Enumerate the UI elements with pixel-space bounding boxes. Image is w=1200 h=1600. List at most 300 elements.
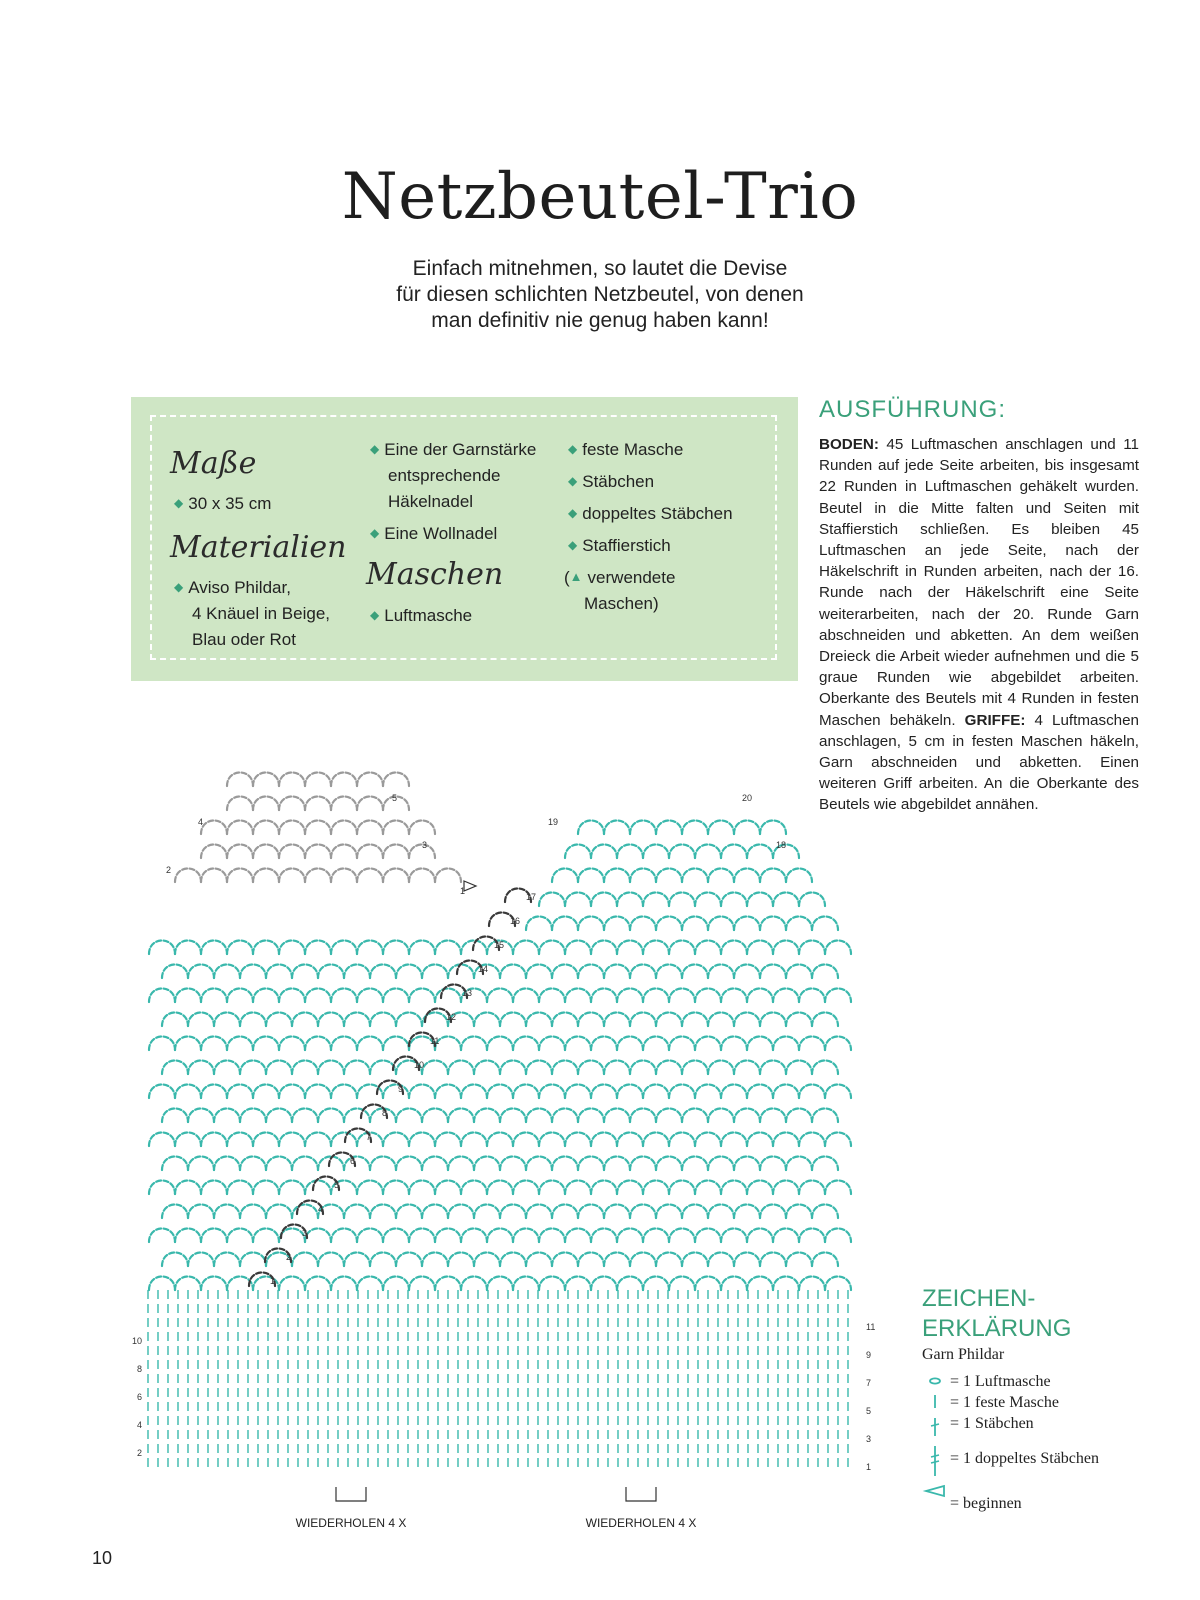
- mesh-arch: [617, 1277, 643, 1291]
- mesh-arch: [721, 1133, 747, 1147]
- mesh-arch: [513, 1229, 539, 1243]
- mesh-arch: [539, 893, 565, 907]
- grey-arch: [227, 845, 253, 859]
- mesh-arch: [383, 1133, 409, 1147]
- mesh-arch: [526, 1109, 552, 1123]
- mesh-arch: [175, 1181, 201, 1195]
- mesh-arch: [656, 869, 682, 883]
- size-value: ◆ 30 x 35 cm: [174, 494, 272, 513]
- mesh-arch: [604, 965, 630, 979]
- mesh-arch: [214, 1109, 240, 1123]
- mesh-arch: [591, 989, 617, 1003]
- mesh-arch: [604, 1157, 630, 1171]
- mesh-arch: [760, 869, 786, 883]
- mesh-arch: [409, 1085, 435, 1099]
- mesh-arch: [383, 941, 409, 955]
- execution-text: [819, 434, 1139, 816]
- teal-mesh: [149, 821, 851, 1291]
- mesh-arch: [227, 1037, 253, 1051]
- bullet-diamond-icon: ◆: [174, 496, 184, 510]
- mesh-arch: [760, 821, 786, 835]
- mesh-arch: [253, 989, 279, 1003]
- mesh-arch: [383, 1085, 409, 1099]
- mesh-arch: [669, 845, 695, 859]
- mesh-arch: [305, 941, 331, 955]
- mesh-arch: [799, 1229, 825, 1243]
- mesh-arch: [383, 1181, 409, 1195]
- mesh-arch: [188, 1109, 214, 1123]
- mesh-arch: [318, 1013, 344, 1027]
- mesh-arch: [318, 1061, 344, 1075]
- mesh-arch: [357, 989, 383, 1003]
- mesh-arch: [526, 965, 552, 979]
- mesh-arch: [318, 965, 344, 979]
- legend-symbols: [920, 1370, 950, 1510]
- mesh-arch: [734, 917, 760, 931]
- mesh-arch: [201, 1229, 227, 1243]
- mesh-arch: [188, 965, 214, 979]
- paren-icon: (: [564, 568, 570, 587]
- mesh-arch: [682, 821, 708, 835]
- mesh-arch: [175, 1037, 201, 1051]
- mesh-arch: [760, 917, 786, 931]
- page-title: Netzbeutel-Trio: [341, 160, 859, 234]
- mesh-arch: [591, 1085, 617, 1099]
- mesh-arch: [201, 1277, 227, 1291]
- subtitle-line: man definitiv nie genug haben kann!: [431, 309, 769, 332]
- mesh-arch: [552, 965, 578, 979]
- mesh-arch: [227, 1133, 253, 1147]
- stitch-note: (▲ verwendete Maschen): [564, 568, 676, 613]
- mesh-arch: [292, 1013, 318, 1027]
- mesh-arch: [734, 1205, 760, 1219]
- round-number: 2: [286, 1252, 292, 1262]
- mesh-arch: [682, 1205, 708, 1219]
- mesh-arch: [331, 1229, 357, 1243]
- mesh-arch: [773, 1085, 799, 1099]
- grey-arch: [305, 845, 331, 859]
- mesh-arch: [617, 1037, 643, 1051]
- round-number: 7: [366, 1132, 372, 1142]
- mesh-arch: [708, 1109, 734, 1123]
- mesh-arch: [487, 1037, 513, 1051]
- mesh-arch: [149, 1133, 175, 1147]
- mesh-arch: [734, 1061, 760, 1075]
- bullet-diamond-icon: ◆: [174, 580, 184, 594]
- mesh-arch: [500, 1109, 526, 1123]
- mesh-arch: [760, 1157, 786, 1171]
- mesh-arch: [708, 1205, 734, 1219]
- mesh-arch: [422, 1109, 448, 1123]
- mesh-arch: [331, 989, 357, 1003]
- legend-item: = 1 Stäbchen: [950, 1415, 1034, 1432]
- grey-arch: [383, 869, 409, 883]
- mesh-arch: [734, 869, 760, 883]
- mesh-arch: [773, 893, 799, 907]
- mesh-arch: [786, 1205, 812, 1219]
- grey-arch: [253, 797, 279, 811]
- mesh-arch: [201, 1037, 227, 1051]
- mesh-arch: [409, 989, 435, 1003]
- round-number: 1: [270, 1276, 276, 1286]
- mesh-arch: [552, 1157, 578, 1171]
- mesh-arch: [305, 989, 331, 1003]
- row-number: 4: [136, 1420, 142, 1430]
- mesh-arch: [630, 821, 656, 835]
- repeat-bracket: [336, 1487, 366, 1501]
- mesh-arch: [305, 1277, 331, 1291]
- mesh-arch: [812, 965, 838, 979]
- mesh-arch: [253, 941, 279, 955]
- side-round-number: 18: [776, 840, 787, 850]
- mesh-arch: [747, 893, 773, 907]
- mesh-arch: [786, 965, 812, 979]
- mesh-arch: [422, 1253, 448, 1267]
- mesh-arch: [279, 1181, 305, 1195]
- mesh-arch: [305, 1085, 331, 1099]
- mesh-arch: [565, 1037, 591, 1051]
- mesh-arch: [799, 1277, 825, 1291]
- mesh-arch: [513, 941, 539, 955]
- mesh-arch: [461, 1229, 487, 1243]
- mesh-arch: [422, 1205, 448, 1219]
- mesh-arch: [227, 1181, 253, 1195]
- mesh-arch: [175, 1277, 201, 1291]
- mesh-arch: [565, 1085, 591, 1099]
- mesh-arch: [799, 1181, 825, 1195]
- grey-arch: [305, 773, 331, 787]
- mesh-arch: [604, 1013, 630, 1027]
- mesh-arch: [227, 1085, 253, 1099]
- mesh-arch: [578, 1109, 604, 1123]
- mesh-arch: [370, 1061, 396, 1075]
- mesh-arch: [656, 917, 682, 931]
- mesh-arch: [539, 989, 565, 1003]
- mesh-arch: [188, 1205, 214, 1219]
- mesh-arch: [773, 1181, 799, 1195]
- mesh-arch: [747, 1277, 773, 1291]
- grey-arch: [331, 869, 357, 883]
- grey-arch: [305, 797, 331, 811]
- mesh-arch: [149, 1277, 175, 1291]
- bullet-diamond-icon: ◆: [370, 526, 380, 540]
- mesh-arch: [370, 1253, 396, 1267]
- mesh-arch: [474, 1157, 500, 1171]
- mesh-arch: [695, 893, 721, 907]
- round-number: 14: [478, 964, 489, 974]
- mesh-arch: [747, 845, 773, 859]
- mesh-arch: [695, 1277, 721, 1291]
- mesh-arch: [721, 845, 747, 859]
- mesh-arch: [487, 989, 513, 1003]
- round-number: 8: [382, 1108, 388, 1118]
- griffe-text: 4 Luftmaschen anschlagen, 5 cm in festen Maschen häkeln, Garn abschneiden und abketten. Einen weiteren Griff arbeiten. An die Oberkante des Beutels wie abgebildet annähen.: [819, 711, 1139, 814]
- bullet-diamond-icon: ◆: [370, 442, 380, 456]
- mesh-arch: [474, 1061, 500, 1075]
- mesh-arch: [487, 1181, 513, 1195]
- grey-arch: [201, 869, 227, 883]
- mesh-arch: [214, 965, 240, 979]
- mesh-arch: [799, 989, 825, 1003]
- mesh-arch: [188, 1061, 214, 1075]
- mesh-arch: [383, 989, 409, 1003]
- mesh-arch: [721, 941, 747, 955]
- bullet-diamond-icon: ◆: [370, 608, 380, 622]
- mesh-arch: [149, 1181, 175, 1195]
- mesh-arch: [253, 1133, 279, 1147]
- mesh-arch: [773, 1277, 799, 1291]
- mesh-arch: [357, 1277, 383, 1291]
- size-heading: Maße: [170, 446, 257, 481]
- subtitle-line: für diesen schlichten Netzbeutel, von denen: [396, 283, 804, 306]
- mesh-arch: [240, 965, 266, 979]
- mesh-arch: [305, 1133, 331, 1147]
- round-number: 12: [446, 1012, 457, 1022]
- row-number: 5: [866, 1406, 872, 1416]
- mesh-arch: [266, 1013, 292, 1027]
- grey-round-number: 2: [166, 865, 172, 875]
- mesh-arch: [344, 965, 370, 979]
- mesh-arch: [253, 1181, 279, 1195]
- mesh-arch: [175, 1133, 201, 1147]
- side-round-number: 19: [548, 817, 559, 827]
- mesh-arch: [474, 1109, 500, 1123]
- mesh-arch: [448, 1205, 474, 1219]
- repeat-label: WIEDERHOLEN 4 X: [295, 1516, 407, 1530]
- mesh-arch: [721, 989, 747, 1003]
- mesh-arch: [240, 1157, 266, 1171]
- round-number: 15: [494, 940, 505, 950]
- mesh-arch: [695, 989, 721, 1003]
- mesh-arch: [565, 893, 591, 907]
- mesh-arch: [513, 1133, 539, 1147]
- mesh-arch: [357, 1181, 383, 1195]
- mesh-arch: [656, 1013, 682, 1027]
- mesh-arch: [162, 1061, 188, 1075]
- mesh-arch: [292, 1253, 318, 1267]
- mesh-arch: [747, 1037, 773, 1051]
- mesh-arch: [799, 1037, 825, 1051]
- mesh-arch: [409, 1181, 435, 1195]
- row-number: 1: [866, 1462, 872, 1472]
- mesh-arch: [539, 1085, 565, 1099]
- mesh-arch: [656, 1253, 682, 1267]
- mesh-arch: [565, 941, 591, 955]
- mesh-arch: [669, 1133, 695, 1147]
- mesh-arch: [487, 1277, 513, 1291]
- mesh-arch: [201, 941, 227, 955]
- mesh-arch: [162, 1205, 188, 1219]
- mesh-arch: [721, 1085, 747, 1099]
- mesh-arch: [292, 965, 318, 979]
- mesh-arch: [721, 1277, 747, 1291]
- mesh-arch: [461, 1037, 487, 1051]
- mesh-arch: [682, 869, 708, 883]
- mesh-arch: [591, 893, 617, 907]
- mesh-arch: [630, 1061, 656, 1075]
- mesh-arch: [201, 989, 227, 1003]
- mesh-arch: [656, 821, 682, 835]
- mesh-arch: [760, 1061, 786, 1075]
- mesh-arch: [578, 869, 604, 883]
- mesh-arch: [214, 1157, 240, 1171]
- mesh-arch: [695, 1181, 721, 1195]
- mesh-arch: [214, 1253, 240, 1267]
- mesh-arch: [279, 1037, 305, 1051]
- mesh-arch: [669, 941, 695, 955]
- mesh-arch: [643, 893, 669, 907]
- mesh-arch: [604, 1253, 630, 1267]
- mesh-arch: [214, 1205, 240, 1219]
- base-rows: [148, 1290, 848, 1470]
- round-number: 9: [398, 1084, 404, 1094]
- mesh-arch: [500, 1013, 526, 1027]
- grey-arch: [201, 845, 227, 859]
- row-number: 11: [866, 1322, 876, 1332]
- repeat-bracket: [626, 1487, 656, 1501]
- mesh-arch: [669, 989, 695, 1003]
- mesh-arch: [812, 917, 838, 931]
- execution-heading: AUSFÜHRUNG:: [819, 396, 1007, 423]
- mesh-arch: [604, 1061, 630, 1075]
- mesh-arch: [708, 1061, 734, 1075]
- grey-arch: [383, 821, 409, 835]
- mesh-arch: [786, 1013, 812, 1027]
- mesh-arch: [799, 893, 825, 907]
- mesh-arch: [331, 941, 357, 955]
- mesh-arch: [760, 1013, 786, 1027]
- mesh-arch: [487, 1133, 513, 1147]
- grey-arch: [409, 821, 435, 835]
- mesh-arch: [708, 1157, 734, 1171]
- mesh-arch: [162, 1157, 188, 1171]
- mesh-arch: [708, 869, 734, 883]
- crochet-chart: [130, 770, 890, 1530]
- mesh-arch: [643, 1277, 669, 1291]
- mesh-arch: [227, 1229, 253, 1243]
- grey-round-number: 1: [460, 886, 466, 896]
- mesh-arch: [513, 1181, 539, 1195]
- mesh-arch: [162, 1013, 188, 1027]
- mesh-arch: [786, 1061, 812, 1075]
- mesh-arch: [292, 1157, 318, 1171]
- mesh-arch: [448, 1157, 474, 1171]
- mesh-arch: [201, 1085, 227, 1099]
- mesh-arch: [474, 1205, 500, 1219]
- mesh-arch: [656, 965, 682, 979]
- mesh-arch: [799, 1133, 825, 1147]
- mesh-arch: [552, 1013, 578, 1027]
- grey-arch: [435, 869, 461, 883]
- grey-arch: [357, 821, 383, 835]
- mesh-arch: [656, 1109, 682, 1123]
- mesh-arch: [760, 1109, 786, 1123]
- mesh-arch: [708, 1013, 734, 1027]
- mesh-arch: [643, 941, 669, 955]
- legend-item: = beginnen: [950, 1495, 1022, 1512]
- mesh-arch: [214, 1013, 240, 1027]
- mesh-arch: [760, 965, 786, 979]
- mesh-arch: [630, 1109, 656, 1123]
- grey-mesh: [175, 773, 461, 883]
- mesh-arch: [591, 1229, 617, 1243]
- mesh-arch: [786, 1109, 812, 1123]
- mesh-arch: [708, 1253, 734, 1267]
- stitch-item: ◆ feste Masche: [568, 440, 684, 459]
- mesh-arch: [786, 1157, 812, 1171]
- mesh-arch: [734, 1253, 760, 1267]
- grey-arch: [305, 869, 331, 883]
- page-number: 10: [92, 1548, 113, 1568]
- mesh-arch: [266, 965, 292, 979]
- mesh-arch: [643, 845, 669, 859]
- bullet-diamond-icon: ◆: [568, 442, 578, 456]
- stitch-item: ◆ Luftmasche: [370, 606, 473, 625]
- mesh-arch: [435, 1277, 461, 1291]
- mesh-arch: [708, 965, 734, 979]
- mesh-arch: [279, 1085, 305, 1099]
- mesh-arch: [604, 1109, 630, 1123]
- mesh-arch: [825, 1133, 851, 1147]
- mesh-arch: [578, 1013, 604, 1027]
- mesh-arch: [682, 1253, 708, 1267]
- mesh-arch: [253, 1037, 279, 1051]
- mesh-arch: [513, 989, 539, 1003]
- mesh-arch: [734, 821, 760, 835]
- mesh-arch: [227, 941, 253, 955]
- grey-arch: [383, 773, 409, 787]
- mesh-arch: [682, 917, 708, 931]
- mesh-arch: [279, 989, 305, 1003]
- mesh-arch: [669, 1181, 695, 1195]
- mesh-arch: [305, 1181, 331, 1195]
- side-round-number: 20: [742, 793, 753, 803]
- mesh-arch: [539, 1181, 565, 1195]
- mesh-arch: [630, 1253, 656, 1267]
- mesh-arch: [825, 941, 851, 955]
- row-numbers-right: [866, 1322, 875, 1472]
- grey-arch: [279, 869, 305, 883]
- mesh-arch: [344, 1253, 370, 1267]
- grey-arch: [227, 869, 253, 883]
- mesh-arch: [513, 1037, 539, 1051]
- mesh-arch: [422, 1061, 448, 1075]
- round-number: 6: [350, 1156, 356, 1166]
- mesh-arch: [747, 941, 773, 955]
- mesh-arch: [760, 1253, 786, 1267]
- mesh-arch: [695, 941, 721, 955]
- row-number: 10: [131, 1336, 142, 1346]
- needle-item: ◆ Eine der Garnstärke entsprechende Häkelnadel: [370, 440, 537, 511]
- mesh-arch: [461, 1133, 487, 1147]
- grey-arch: [383, 845, 409, 859]
- mesh-arch: [240, 1205, 266, 1219]
- mesh-arch: [149, 941, 175, 955]
- mesh-arch: [591, 1277, 617, 1291]
- mesh-arch: [370, 1157, 396, 1171]
- mesh-arch: [383, 1229, 409, 1243]
- mesh-arch: [500, 1205, 526, 1219]
- mesh-arch: [825, 1181, 851, 1195]
- bullet-diamond-icon: ◆: [568, 474, 578, 488]
- mesh-arch: [682, 1109, 708, 1123]
- mesh-arch: [396, 965, 422, 979]
- mesh-arch: [357, 941, 383, 955]
- mesh-arch: [435, 1133, 461, 1147]
- mesh-arch: [786, 1253, 812, 1267]
- mesh-arch: [552, 1253, 578, 1267]
- mesh-arch: [682, 1157, 708, 1171]
